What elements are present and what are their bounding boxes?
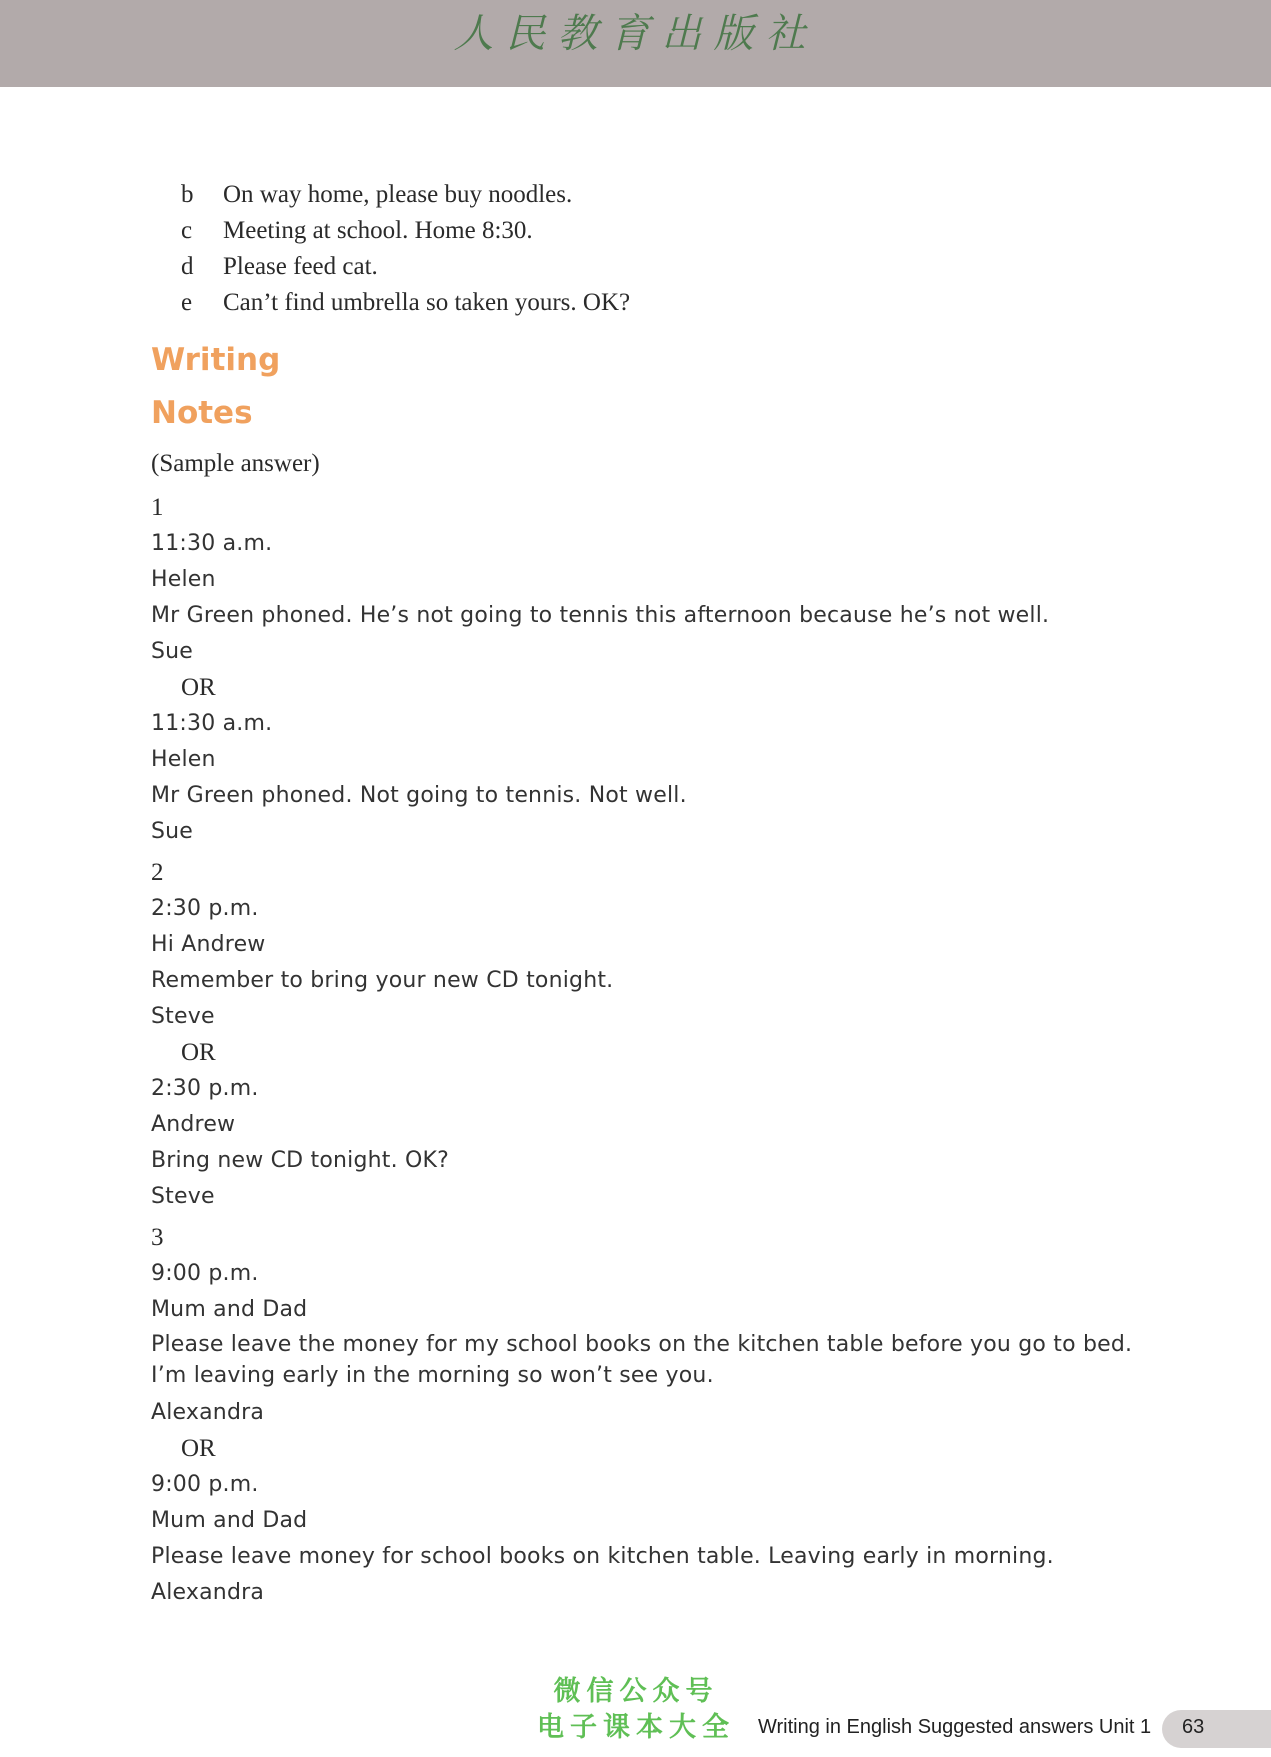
- note-time: 11:30 a.m.: [151, 711, 273, 736]
- watermark-line-2: 电子课本大全: [537, 1712, 735, 1743]
- note-message: Bring new CD tonight. OK?: [151, 1148, 449, 1173]
- note-recipient: Andrew: [151, 1112, 236, 1137]
- subsection-heading: Notes: [151, 395, 253, 431]
- item-text: Meeting at school. Home 8:30.: [223, 217, 533, 244]
- page-number: 63: [1182, 1716, 1205, 1738]
- note-message: Please leave money for school books on kitchen table. Leaving early in morning.: [151, 1544, 1054, 1569]
- item-text: Can’t find umbrella so taken yours. OK?: [223, 289, 631, 316]
- note-sender: Steve: [151, 1004, 215, 1029]
- note-sender: Steve: [151, 1184, 215, 1209]
- running-footer-title: Writing in English Suggested answers Unit 1: [758, 1716, 1152, 1738]
- note-message: Remember to bring your new CD tonight.: [151, 968, 614, 993]
- note-sender: Alexandra: [151, 1400, 265, 1425]
- note-recipient: Mum and Dad: [151, 1297, 308, 1322]
- item-letter: d: [181, 253, 194, 280]
- note-time: 2:30 p.m.: [151, 896, 259, 921]
- publisher-logo: 人民教育出版社: [453, 11, 818, 57]
- note-recipient: Hi Andrew: [151, 932, 266, 957]
- note-sender: Sue: [151, 819, 194, 844]
- item-text: On way home, please buy noodles.: [223, 181, 573, 208]
- or-label: OR: [181, 674, 216, 701]
- watermark: [526, 1674, 746, 1746]
- note-time: 2:30 p.m.: [151, 1076, 259, 1101]
- or-label: OR: [181, 1435, 216, 1462]
- answer-number: 1: [151, 494, 164, 521]
- answer-number: 3: [151, 1224, 164, 1251]
- note-recipient: Mum and Dad: [151, 1508, 308, 1533]
- answer-number: 2: [151, 859, 164, 886]
- note-message: Please leave the money for my school books on the kitchen table before you go to bed. I’m leaving early in the morning so won’t see you.: [151, 1332, 1133, 1388]
- note-message: Mr Green phoned. Not going to tennis. Not well.: [151, 783, 687, 808]
- page-number-tab: [1162, 1710, 1271, 1748]
- note-recipient: Helen: [151, 567, 216, 592]
- or-label: OR: [181, 1039, 216, 1066]
- watermark-line-1: 微信公众号: [553, 1676, 719, 1707]
- section-heading: Writing: [151, 342, 281, 378]
- note-time: 11:30 a.m.: [151, 531, 273, 556]
- item-letter: e: [181, 289, 193, 316]
- item-letter: b: [181, 181, 194, 208]
- note-recipient: Helen: [151, 747, 216, 772]
- note-sender: Alexandra: [151, 1580, 265, 1605]
- note-time: 9:00 p.m.: [151, 1261, 259, 1286]
- note-time: 9:00 p.m.: [151, 1472, 259, 1497]
- note-message: Mr Green phoned. He’s not going to tennis this afternoon because he’s not well.: [151, 603, 1050, 628]
- sample-label: (Sample answer): [151, 450, 320, 477]
- note-sender: Sue: [151, 639, 194, 664]
- item-letter: c: [181, 217, 193, 244]
- item-text: Please feed cat.: [223, 253, 378, 280]
